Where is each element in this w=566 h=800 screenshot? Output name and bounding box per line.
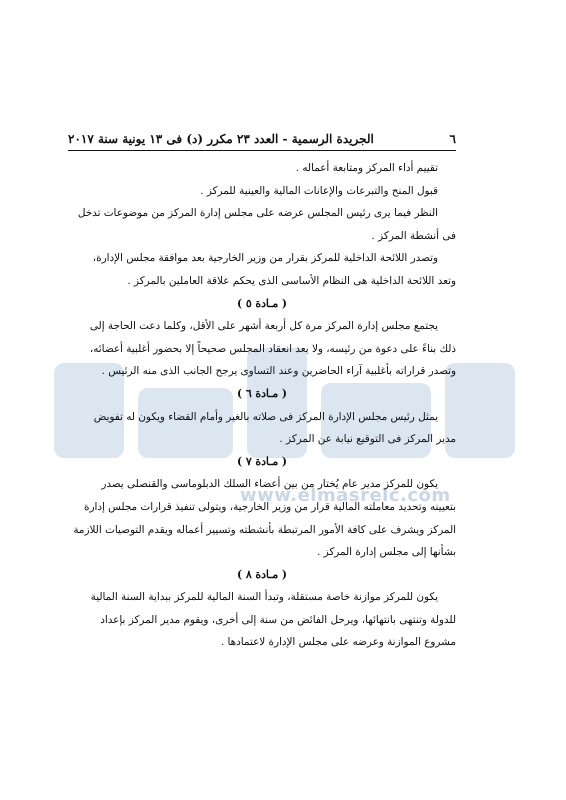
document-page (68, 132, 456, 654)
article-heading: ( مـادة ٦ ) (236, 386, 287, 400)
article-heading: ( مـادة ٥ ) (236, 296, 287, 310)
paragraph-line: قبول المنح والتبرعات والإعانات المالية والعينية للمركز . (200, 184, 438, 197)
paragraph-line: مشروع الموازنة وعرضه على مجلس الإدارة لاعتمادها . (220, 636, 456, 649)
paragraph-line: يكون للمركز مدير عام يُختار من بين أعضاء السلك الدبلوماسى والقنصلى يصدر (101, 478, 438, 491)
paragraph-line: يكون للمركز موازنة خاصة مستقلة، وتبدأ السنة المالية للمركز ببداية السنة المالية (90, 591, 438, 604)
watermark-url: www.elmasrelc.com (240, 485, 451, 506)
page-number: ٦ (449, 132, 456, 146)
paragraph-line: للدولة وتنتهى بانتهائها، ويرحل الفائض من سنة إلى أخرى، ويقوم مدير المركز بإعداد (100, 613, 456, 626)
paragraph-line: يمثل رئيس مجلس الإدارة المركز فى صلاته بالغير وأمام القضاء ويكون له تفويض (93, 410, 438, 423)
paragraph-line: بتعيينه وتحديد معاملته المالية قرار من وزير الخارجية، ويتولى تنفيذ قرارات مجلس إدارة (84, 500, 456, 513)
paragraph-line: ذلك بناءً على دعوة من رئيسه، ولا يعد انعقاد المجلس صحيحاً إلا بحضور أغلبية أعضائه، (89, 342, 456, 355)
page-header (68, 132, 456, 151)
article-heading: ( مـادة ٧ ) (236, 454, 287, 468)
paragraph-line: يجتمع مجلس إدارة المركز مرة كل أربعة أشهر على الأقل، وكلما دعت الحاجة إلى (89, 320, 438, 333)
paragraph-line: وتصدر اللائحة الداخلية للمركز بقرار من وزير الخارجية بعد موافقة مجلس الإدارة، (92, 252, 438, 265)
document-body (68, 157, 456, 654)
article-heading: ( مـادة ٨ ) (236, 567, 287, 581)
paragraph-line: فى أنشطة المركز . (371, 229, 456, 242)
paragraph-line: بشأنها إلى مجلس إدارة المركز . (316, 546, 456, 559)
paragraph-line: مدير المركز فى التوقيع نيابة عن المركز . (279, 433, 456, 446)
paragraph-line: وتصدر قراراته بأغلبية آراء الحاضرين وعند التساوى يرجح الجانب الذى منه الرئيس . (101, 365, 456, 378)
paragraph-line: المركز ويشرف على كافة الأمور المرتبطة بأنشطته وتسيير أعماله ويقدم التوصيات اللازمة (73, 523, 456, 536)
paragraph-line: تقييم أداء المركز ومتابعة أعماله . (295, 162, 438, 174)
paragraph-line: النظر فيما يرى رئيس المجلس عرضه على مجلس إدارة المركز من موضوعات تدخل (77, 207, 438, 220)
gazette-title: الجريدة الرسمية - العدد ٢٣ مكرر (د) فى ١٣ يونية سنة ٢٠١٧ (68, 132, 374, 146)
paragraph-line: وتعد اللائحة الداخلية هى النظام الأساسى الذى يحكم علاقة العاملين بالمركز . (127, 274, 456, 287)
